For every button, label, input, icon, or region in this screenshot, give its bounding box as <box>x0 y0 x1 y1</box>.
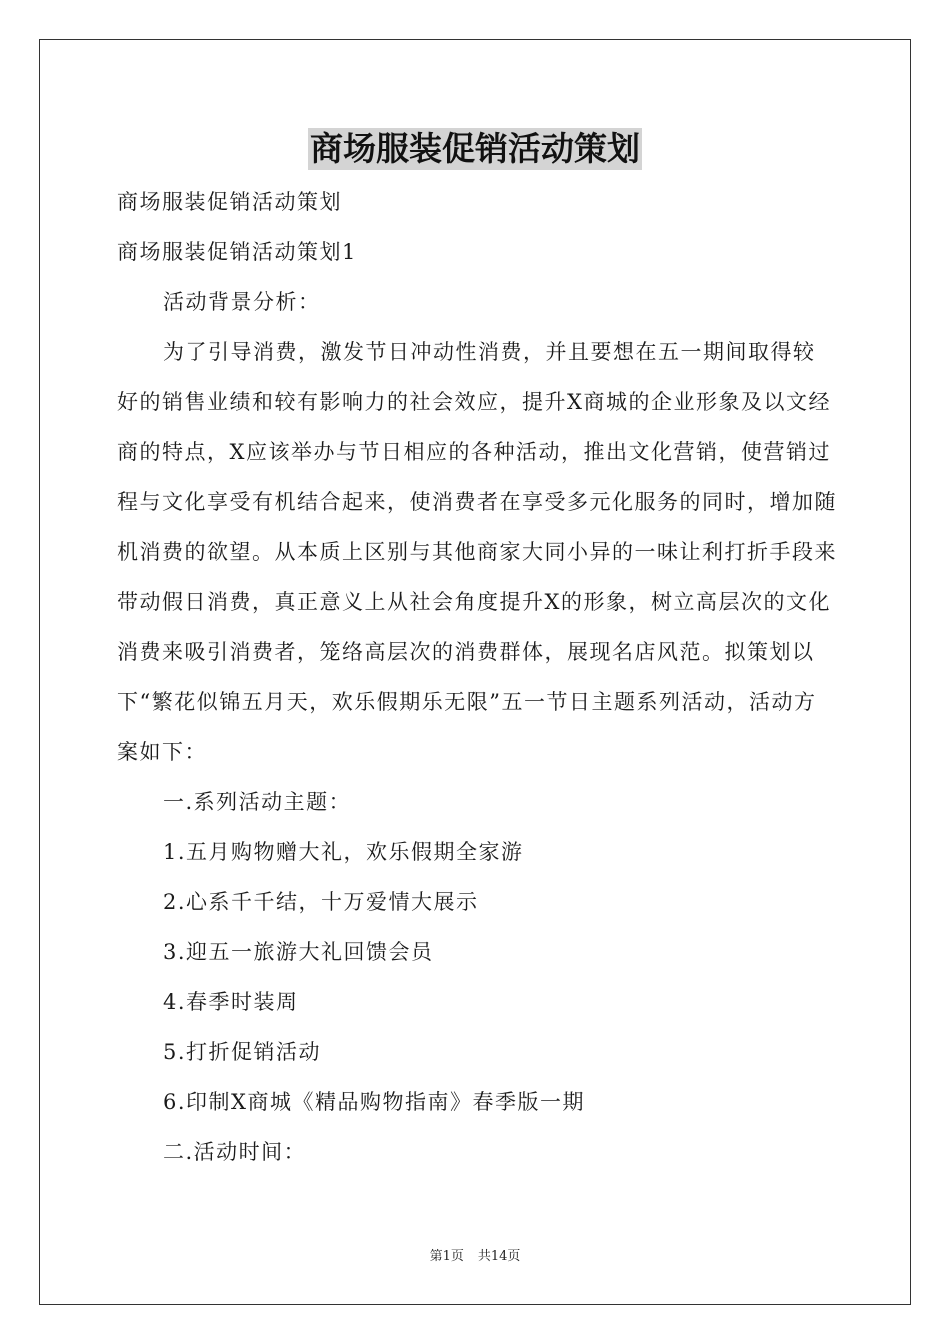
list-item: 6.印制X商城《精品购物指南》春季版一期 <box>163 1090 585 1114</box>
paragraph: 一.系列活动主题： <box>163 790 352 814</box>
document-body <box>117 177 837 1177</box>
paragraph: 为了引导消费，激发节日冲动性消费，并且要想在五一期间取得较好的销售业绩和较有影响力的社会效应，提升X商城的企业形象及以文经商的特点，X应该举办与节日相应的各种活动，推出文化营销，使营销过程与文化享受有机结合起来，使消费者在享受多元化服务的同时，增加随机消费的欲望。从本质上区别与其他商家大同小异的一味让利打折手段来带动假日消费，真正意义上从社会角度提升X的形象，树立高层次的文化消费来吸引消费者，笼络高层次的消费群体，展现名店风范。拟策划以下“繁花似锦五月天，欢乐假期乐无限”五一节日主题系列活动，活动方案如下： <box>117 340 837 764</box>
page-footer <box>0 1248 950 1266</box>
list-item: 2.心系千千结，十万爱情大展示 <box>163 890 479 914</box>
list-item: 5.打折促销活动 <box>163 1040 322 1064</box>
list-item: 1.五月购物赠大礼，欢乐假期全家游 <box>163 840 524 864</box>
page-number: 第1页 <box>429 1249 464 1264</box>
list-item: 4.春季时装周 <box>163 990 299 1014</box>
paragraph: 活动背景分析： <box>163 290 321 314</box>
paragraph: 二.活动时间： <box>163 1140 307 1164</box>
list-item: 3.迎五一旅游大礼回馈会员 <box>163 940 434 964</box>
page-total: 共14页 <box>477 1249 521 1264</box>
document-title-text: 商场服装促销活动策划 <box>310 129 640 168</box>
paragraph: 商场服装促销活动策划 <box>117 190 342 214</box>
paragraph: 商场服装促销活动策划1 <box>117 240 357 264</box>
document-title <box>0 128 950 170</box>
